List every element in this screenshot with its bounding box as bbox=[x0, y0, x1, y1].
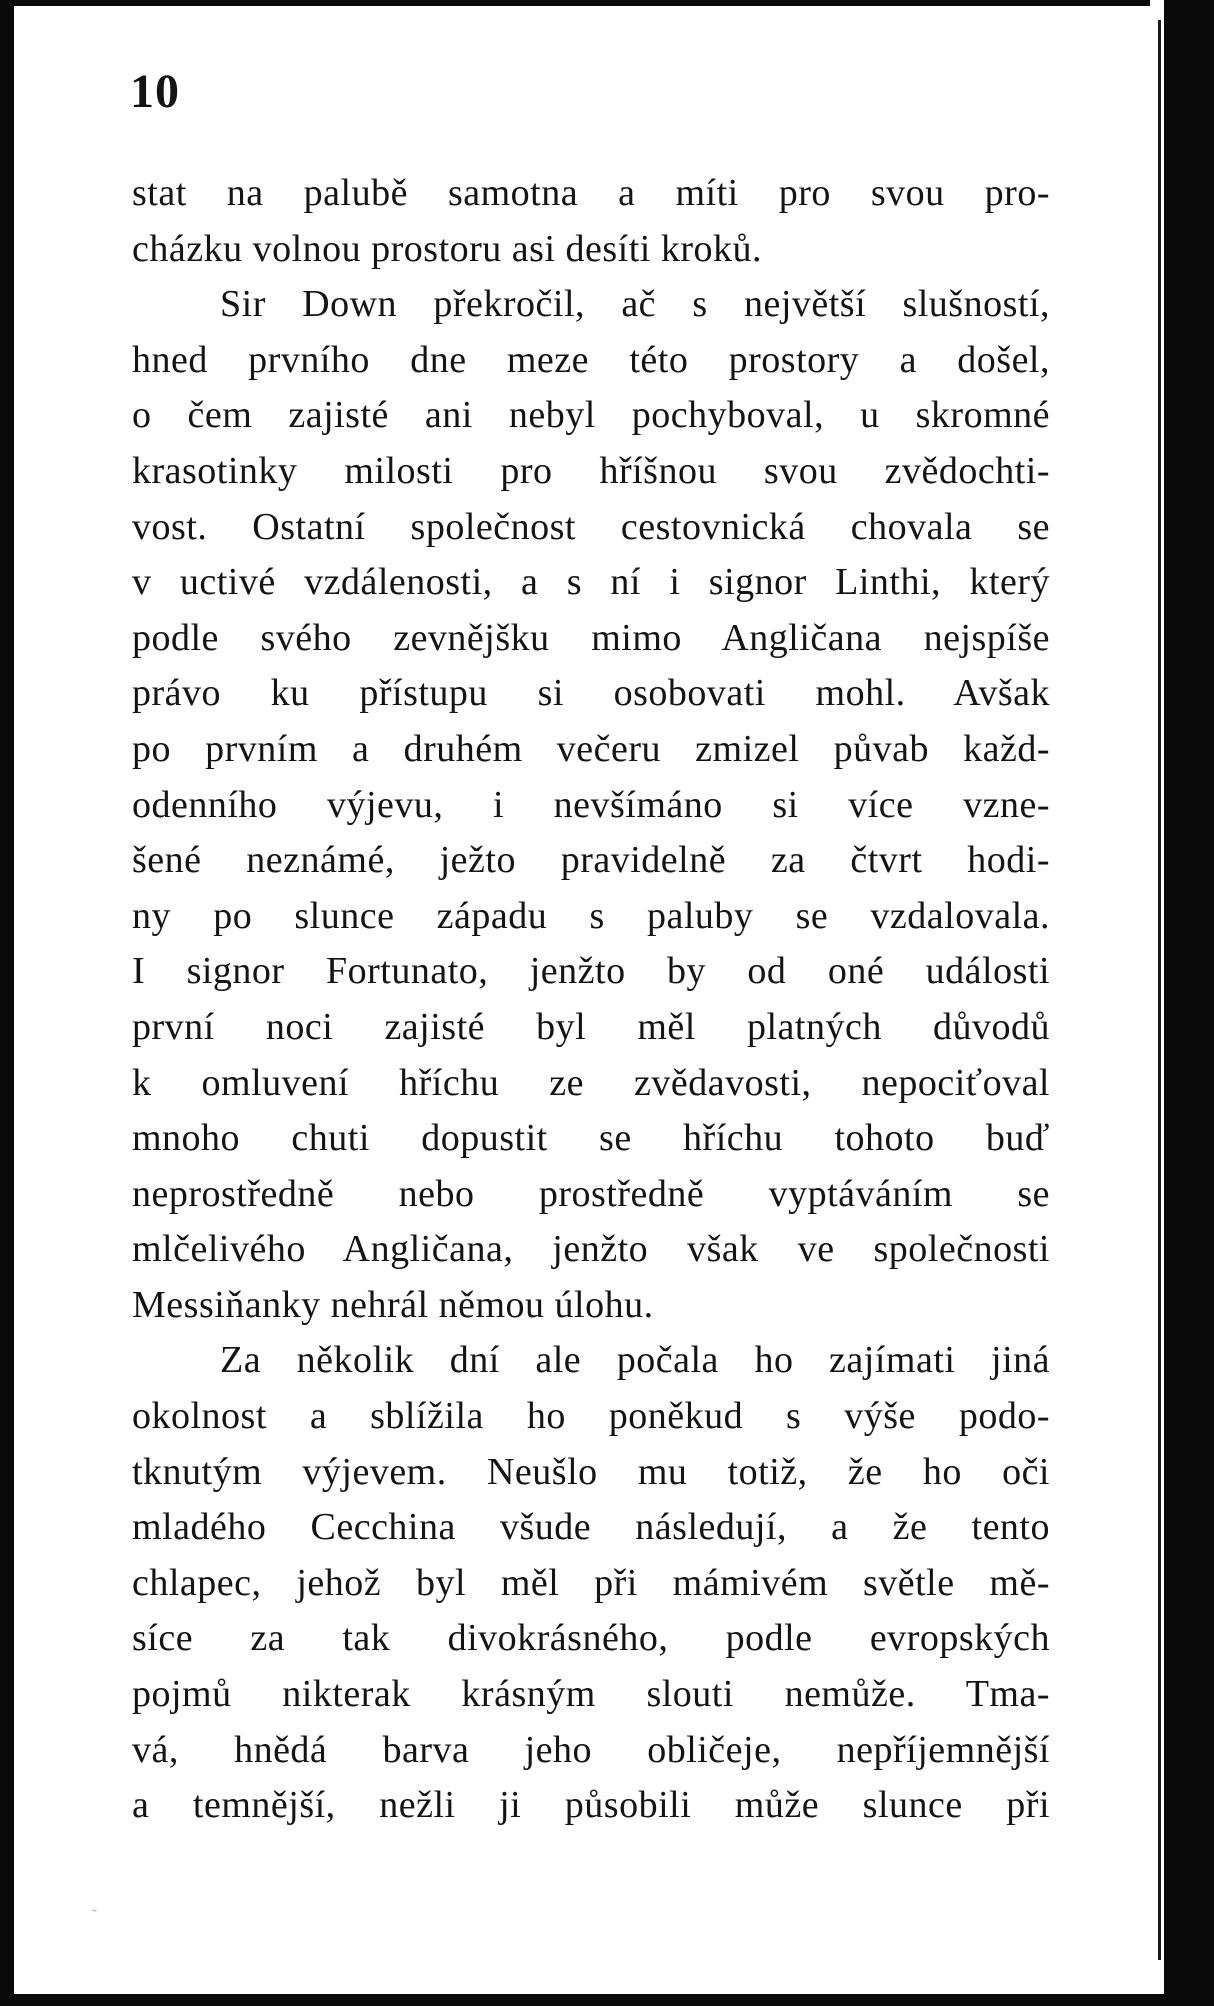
text-line: po prvním a druhém večeru zmizel půvab každ- bbox=[132, 727, 1050, 770]
text-line: neprostředně nebo prostředně vyptáváním se bbox=[132, 1172, 1050, 1215]
text-line: Messiňanky nehrál němou úlohu. bbox=[132, 1283, 654, 1326]
text-line: vá, hnědá barva jeho obličeje, nepříjemnější bbox=[132, 1728, 1050, 1771]
page-number: 10 bbox=[130, 65, 180, 118]
text-line: stat na palubě samotna a míti pro svou pro- bbox=[132, 172, 1050, 214]
text-line: vost. Ostatní společnost cestovnická chovala se bbox=[132, 505, 1050, 548]
text-line: síce za tak divokrásného, podle evropských bbox=[132, 1617, 1050, 1660]
scan-border-top bbox=[0, 0, 1214, 6]
text-line: šené neznámé, ježto pravidelně za čtvrt hodi- bbox=[132, 839, 1050, 882]
text-line: a temnější, nežli ji působili může slunce při bbox=[132, 1784, 1050, 1827]
ink-smudge: ˜ bbox=[92, 1908, 97, 1923]
text-line: ny po slunce západu s paluby se vzdalovala. bbox=[132, 894, 1050, 937]
text-line: Sir Down překročil, ač s největší slušností, bbox=[220, 283, 1050, 326]
text-line: k omluvení hříchu ze zvědavosti, nepociťoval bbox=[132, 1061, 1050, 1104]
text-line: okolnost a sblížila ho poněkud s výše podo- bbox=[132, 1395, 1050, 1438]
page-right-margin bbox=[1150, 0, 1164, 2006]
scan-border-bottom bbox=[0, 1994, 1214, 2006]
text-line: mnoho chuti dopustit se hříchu tohoto buď bbox=[132, 1117, 1050, 1160]
text-line: mladého Cecchina všude následují, a že tento bbox=[132, 1506, 1050, 1549]
page-edge-line bbox=[1158, 20, 1161, 1960]
text-line: tknutým výjevem. Neušlo mu totiž, že ho oči bbox=[132, 1450, 1050, 1493]
text-line: mlčelivého Angličana, jenžto však ve společnosti bbox=[132, 1228, 1050, 1271]
scan-border-right bbox=[1162, 0, 1214, 2006]
scan-border-left bbox=[0, 0, 14, 2006]
body-text bbox=[132, 166, 1050, 1834]
text-line: v uctivé vzdálenosti, a s ní i signor Linthi, který bbox=[132, 561, 1050, 604]
text-line: odenního výjevu, i nevšímáno si více vzne- bbox=[132, 783, 1050, 826]
text-line: o čem zajisté ani nebyl pochyboval, u skromné bbox=[132, 394, 1050, 437]
text-line: I signor Fortunato, jenžto by od oné události bbox=[132, 950, 1050, 993]
text-line: pojmů nikterak krásným slouti nemůže. Tma- bbox=[132, 1673, 1050, 1716]
text-line: první noci zajisté byl měl platných důvodů bbox=[132, 1005, 1050, 1048]
text-line: cházku volnou prostoru asi desíti kroků. bbox=[132, 227, 763, 270]
text-line: Za několik dní ale počala ho zajímati jiná bbox=[220, 1339, 1050, 1382]
text-line: hned prvního dne meze této prostory a došel, bbox=[132, 338, 1050, 381]
text-line: chlapec, jehož byl měl při mámivém světle mě- bbox=[132, 1561, 1050, 1604]
text-line: podle svého zevnějšku mimo Angličana nejspíše bbox=[132, 616, 1050, 659]
text-line: krasotinky milosti pro hříšnou svou zvědochti- bbox=[132, 449, 1050, 492]
text-line: právo ku přístupu si osobovati mohl. Avšak bbox=[132, 672, 1050, 715]
